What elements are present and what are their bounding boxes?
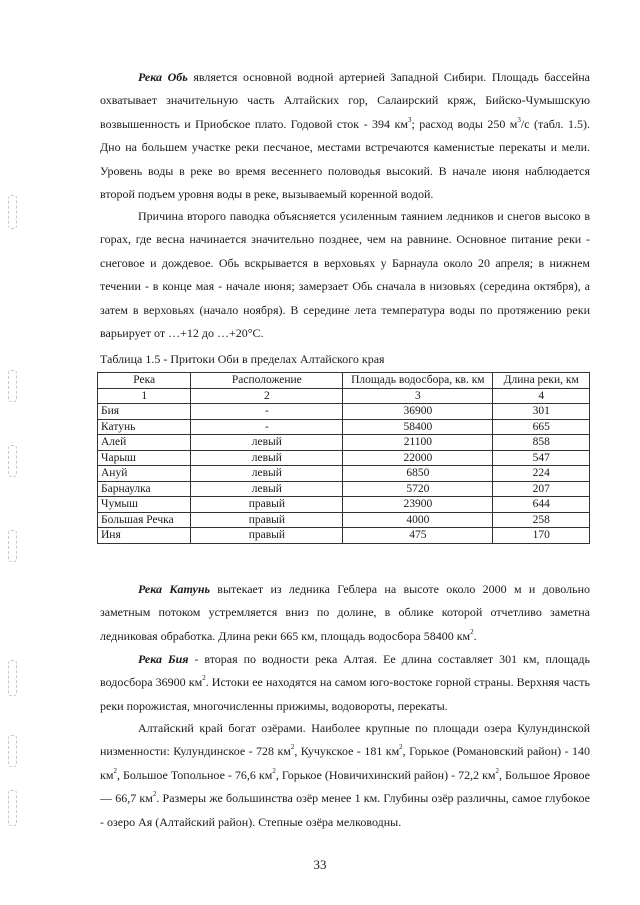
header-river: Река <box>98 373 191 389</box>
header-location: Расположение <box>191 373 343 389</box>
lakes-text: , Большое Яровое — 66,7 км <box>100 767 591 806</box>
table-caption: Таблица 1.5 - Притоки Оби в пределах Алтайского края <box>100 352 385 366</box>
superscript: 3 <box>517 115 521 124</box>
cell-river: Катунь <box>98 419 191 435</box>
lakes-text: , Горькое (Романовский район) - 140 км <box>100 744 590 782</box>
cell-length: 207 <box>493 481 590 497</box>
scan-artifact <box>8 370 17 402</box>
biya-text: - вторая по водности река Алтая. Ее длина составляет 301 км, площадь водосбора 36900 км <box>100 652 590 690</box>
ob-text: является основной водной артерией Западной Сибири. Площадь бассейна охватывает значительную часть Алтайских гор, Салаирский кряж, Бийско-Чумышскую возвышенность и Приобское плато. Годовой сток - 394 км <box>100 70 590 131</box>
katun-text: вытекает из ледника Геблера на высоте около 2000 м и довольно заметным потоком устремляется вниз по долине, в облике которой отчетливо заметна ледниковая обработка. Длина реки 665 км, площадь водосбора 58400 км <box>100 582 590 643</box>
cell-location: - <box>191 404 343 420</box>
cell-length: 665 <box>493 419 590 435</box>
cell-location: левый <box>191 481 343 497</box>
cell-area: 5720 <box>343 481 493 497</box>
column-number: 4 <box>493 388 590 404</box>
biya-title: Река Бия <box>138 652 189 666</box>
superscript: 2 <box>272 766 276 775</box>
ob-text: /с (табл. 1.5). Дно на большем участке реки песчаное, местами встречаются каменистые перекаты и мели. Уровень воды в реке во время весеннего половодья высокий. В начале июня наблюдается второй подъем уровня воды в реке, вызываемый коренной водой. <box>100 116 590 202</box>
biya-text: . Истоки ее находятся на самом юго-востоке горной страны. Верхняя часть реки порожистая, многочисленны прижимы, водовороты, перекаты. <box>100 675 590 713</box>
ob-text: ; расход воды 250 м <box>411 116 518 131</box>
superscript: 3 <box>407 115 412 124</box>
table-body <box>98 404 590 544</box>
cell-river: Чумыш <box>98 497 191 513</box>
table-row <box>98 435 590 451</box>
lakes-text: . Размеры же большинства озёр менее 1 км. Глубины озёр различны, самое глубокое - озеро Ая (Алтайский район). Степные озёра мелководны. <box>100 791 590 829</box>
paragraph-biya <box>100 648 590 718</box>
lakes-text: , Большое Топольное - 76,6 км <box>116 767 273 782</box>
table-row <box>98 528 590 544</box>
lakes-text: , Кучукское - 181 км <box>294 744 400 759</box>
cell-length: 547 <box>493 450 590 466</box>
superscript: 2 <box>399 743 403 752</box>
cell-location: левый <box>191 450 343 466</box>
superscript: 2 <box>202 674 206 683</box>
cell-river: Ануй <box>98 466 191 482</box>
cell-area: 21100 <box>343 435 493 451</box>
superscript: 2 <box>495 766 500 775</box>
cell-area: 36900 <box>343 404 493 420</box>
katun-title: Река Катунь <box>138 582 210 596</box>
scan-artifact <box>8 445 17 477</box>
superscript: 2 <box>290 743 295 752</box>
cell-length: 170 <box>493 528 590 544</box>
paragraph-ob <box>100 66 590 206</box>
column-number: 2 <box>191 388 343 404</box>
lakes-text: Алтайский край богат озёрами. Наиболее крупные по площади озера Кулундинской низменности: Кулундинское - 728 км <box>100 721 590 759</box>
cell-river: Чарыш <box>98 450 191 466</box>
cell-river: Алей <box>98 435 191 451</box>
header-area: Площадь водосбора, кв. км <box>343 373 493 389</box>
table-row <box>98 450 590 466</box>
table-row <box>98 497 590 513</box>
cell-location: левый <box>191 466 343 482</box>
lakes-text: , Горькое (Новичихинский район) - 72,2 км <box>275 767 496 782</box>
cell-location: - <box>191 419 343 435</box>
header-length: Длина реки, км <box>493 373 590 389</box>
scan-artifact <box>8 735 17 767</box>
paragraph-lakes <box>100 717 590 834</box>
superscript: 2 <box>152 790 157 799</box>
superscript: 2 <box>470 627 474 636</box>
scan-artifact <box>8 790 17 826</box>
cell-length: 858 <box>493 435 590 451</box>
cell-location: правый <box>191 497 343 513</box>
cell-area: 22000 <box>343 450 493 466</box>
cell-length: 644 <box>493 497 590 513</box>
cell-area: 4000 <box>343 512 493 528</box>
table-row <box>98 466 590 482</box>
cell-length: 258 <box>493 512 590 528</box>
cell-area: 475 <box>343 528 493 544</box>
page-number: 33 <box>313 857 327 872</box>
cell-area: 58400 <box>343 419 493 435</box>
ob-title: Река Обь <box>138 70 188 84</box>
cell-area: 6850 <box>343 466 493 482</box>
paragraph-flood: Причина второго паводка объясняется усиленным таянием ледников и снегов высоко в горах, где весна начинается значительно позднее, чем на равнине. Основное питание реки - снеговое и дождевое. Обь вскрывается в верховьях у Барнаула около 20 апреля; в нижнем течении - в конце мая - начале июня; замерзает Обь сначала в низовьях (середина октября), а затем в верховьях (начало ноября). В середине лета температура воды по протяжению реки варьирует от …+12 до …+20°С. <box>100 209 590 341</box>
cell-area: 23900 <box>343 497 493 513</box>
cell-location: левый <box>191 435 343 451</box>
cell-river: Бия <box>98 404 191 420</box>
katun-text: . <box>473 628 477 643</box>
table-row <box>98 419 590 435</box>
table-row <box>98 481 590 497</box>
cell-length: 301 <box>493 404 590 420</box>
table-row <box>98 512 590 528</box>
cell-length: 224 <box>493 466 590 482</box>
superscript: 2 <box>113 766 117 775</box>
column-number: 1 <box>98 388 191 404</box>
cell-location: правый <box>191 528 343 544</box>
cell-river: Иня <box>98 528 191 544</box>
table-row <box>98 404 590 420</box>
column-number: 3 <box>343 388 493 404</box>
table-number-row <box>98 388 590 404</box>
scan-artifact <box>8 660 17 696</box>
scan-artifact <box>8 530 17 562</box>
tributaries-table <box>97 372 590 544</box>
paragraph-katun <box>100 578 590 648</box>
scan-artifact <box>8 195 17 229</box>
table-header-row <box>98 373 590 389</box>
cell-river: Большая Речка <box>98 512 191 528</box>
cell-location: правый <box>191 512 343 528</box>
cell-river: Барнаулка <box>98 481 191 497</box>
